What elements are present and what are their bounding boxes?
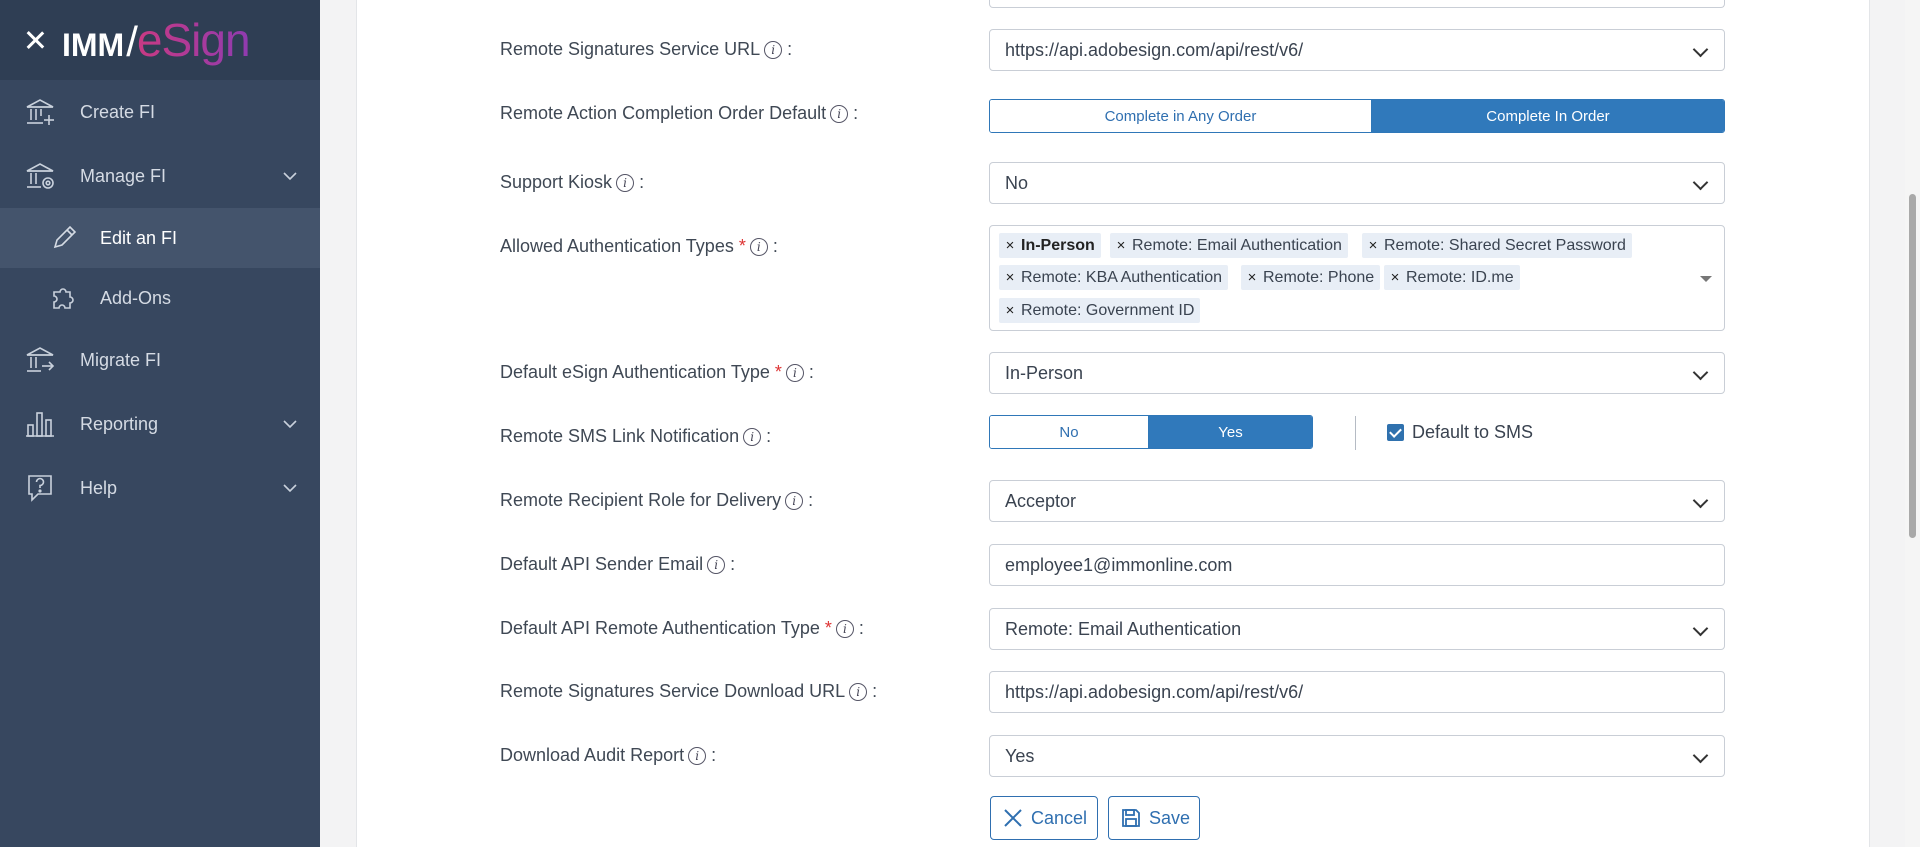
info-icon[interactable]: i [688,747,706,765]
support-kiosk-select[interactable]: No [989,162,1725,204]
close-icon [1003,808,1023,828]
recipient-role-select[interactable]: Acceptor [989,480,1725,522]
divider [1355,416,1356,450]
sidebar-item-reporting[interactable]: Reporting [0,394,320,454]
default-esign-auth-label: Default eSign Authentication Type * i : [500,362,814,382]
auth-types-label: Allowed Authentication Types * i : [500,236,778,256]
auth-tag: × Remote: Government ID [999,298,1200,323]
scrollbar[interactable] [1905,0,1920,847]
default-esign-auth-select[interactable]: In-Person [989,352,1725,394]
remove-tag-icon[interactable]: × [1116,237,1126,254]
chevron-down-icon [282,171,298,181]
info-icon[interactable]: i [786,364,804,382]
sms-no-option[interactable]: No [990,416,1148,448]
pencil-icon [48,222,80,254]
floppy-disk-icon [1121,808,1141,828]
sms-notification-toggle [989,415,1313,449]
auth-tag: × Remote: Shared Secret Password [1362,233,1632,258]
sidebar-item-migrate-fi[interactable]: Migrate FI [0,330,320,390]
save-button[interactable]: Save [1108,796,1200,840]
remove-tag-icon[interactable]: × [1005,269,1015,286]
scrollbar-thumb[interactable] [1909,194,1916,538]
recipient-role-label: Remote Recipient Role for Delivery i : [500,490,814,510]
auth-types-multiselect[interactable] [989,225,1725,331]
auth-tag: × Remote: Phone [1241,265,1380,290]
download-audit-select[interactable]: Yes [989,735,1725,777]
api-remote-auth-label: Default API Remote Authentication Type * i : [500,618,864,638]
info-icon[interactable]: i [750,238,768,256]
support-kiosk-label: Support Kiosk i : [500,172,645,192]
help-bubble-icon [24,472,56,504]
chevron-down-icon [282,483,298,493]
dropdown-caret-icon[interactable] [1700,276,1712,282]
default-to-sms-label[interactable]: Default to SMS [1412,422,1534,442]
info-icon[interactable]: i [836,620,854,638]
sms-notification-label: Remote SMS Link Notification i : [500,426,772,446]
close-icon[interactable] [22,27,48,53]
api-remote-auth-select[interactable]: Remote: Email Authentication [989,608,1725,650]
remote-sig-url-label: Remote Signatures Service URL i : [500,39,793,59]
bank-arrow-icon [24,344,56,376]
puzzle-icon [48,282,80,314]
auth-tag: × In-Person [999,233,1101,258]
auth-tag: × Remote: Email Authentication [1110,233,1348,258]
info-icon[interactable]: i [830,105,848,123]
bank-gear-icon [24,160,56,192]
bank-plus-icon [24,96,56,128]
info-icon[interactable]: i [743,428,761,446]
cancel-button[interactable]: Cancel [990,796,1098,840]
info-icon[interactable]: i [616,174,634,192]
complete-any-order-option[interactable]: Complete in Any Order [990,100,1371,132]
info-icon[interactable]: i [849,683,867,701]
info-icon[interactable]: i [764,41,782,59]
remove-tag-icon[interactable]: × [1390,269,1400,286]
auth-tag: × Remote: KBA Authentication [999,265,1228,290]
completion-order-toggle [989,99,1725,133]
complete-in-order-option[interactable]: Complete In Order [1371,100,1724,132]
download-url-input[interactable]: https://api.adobesign.com/api/rest/v6/ [989,671,1725,713]
sidebar-item-create-fi[interactable]: Create FI [0,82,320,142]
info-icon[interactable]: i [707,556,725,574]
remove-tag-icon[interactable]: × [1005,237,1015,254]
info-icon[interactable]: i [785,492,803,510]
api-sender-email-label: Default API Sender Email i : [500,554,736,574]
remote-sig-url-select[interactable]: https://api.adobesign.com/api/rest/v6/ [989,29,1725,71]
remove-tag-icon[interactable]: × [1005,302,1015,319]
sidebar [0,0,320,847]
api-sender-email-input[interactable]: employee1@immonline.com [989,544,1725,586]
chevron-down-icon [282,419,298,429]
sidebar-item-add-ons[interactable]: Add-Ons [0,268,320,328]
sidebar-item-edit-an-fi[interactable]: Edit an FI [0,208,320,268]
default-to-sms-checkbox[interactable] [1387,424,1404,441]
remove-tag-icon[interactable]: × [1368,237,1378,254]
sidebar-item-manage-fi[interactable]: Manage FI [0,146,320,206]
auth-tag: × Remote: ID.me [1384,265,1520,290]
sidebar-item-help[interactable]: Help [0,458,320,518]
previous-field-bottom[interactable] [989,0,1725,8]
remove-tag-icon[interactable]: × [1247,269,1257,286]
download-audit-label: Download Audit Report i : [500,745,717,765]
completion-order-label: Remote Action Completion Order Default i : [500,103,859,123]
sidebar-header [0,0,320,80]
immesign-logo: IMM / eSign [62,14,250,66]
sms-yes-option[interactable]: Yes [1148,416,1312,448]
download-url-label: Remote Signatures Service Download URL i : [500,681,878,701]
bar-chart-icon [24,408,56,440]
